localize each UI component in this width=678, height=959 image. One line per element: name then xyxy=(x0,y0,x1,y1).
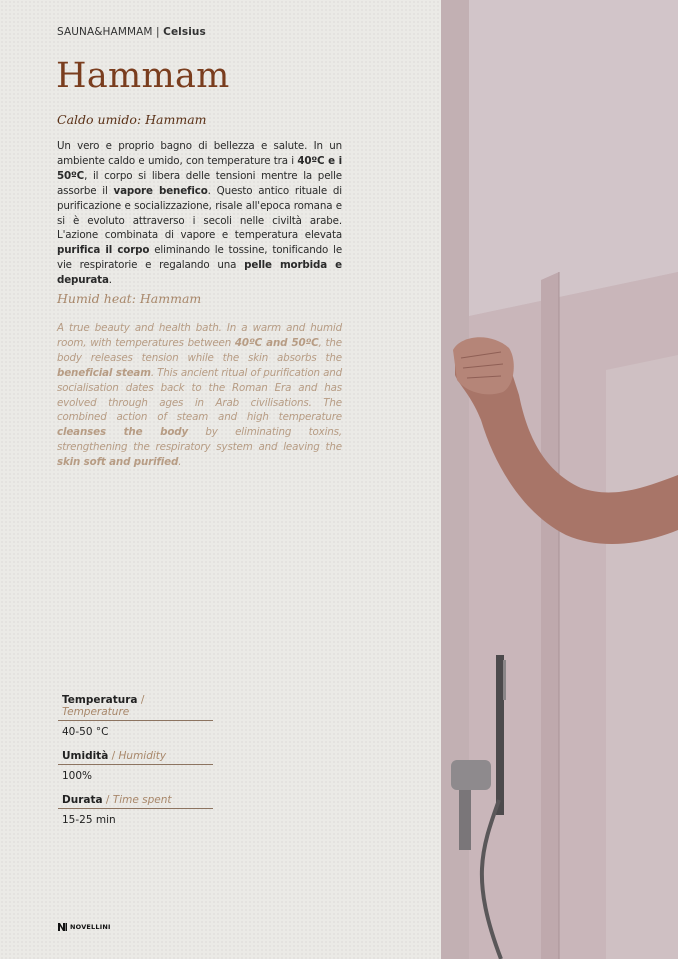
english-subtitle: Humid heat: Hammam xyxy=(57,291,202,306)
spec-temperature xyxy=(58,694,213,738)
english-paragraph: A true beauty and health bath. In a warm and humid room, with temperatures between 40ºC and 50ºC, the body releases tension while the skin absorbs the beneficial steam. This ancient ritual of purification and socialisation dates back to the Roman Era and has evolved through ages in Arab civilisations. The combined action of steam and high temperature cleanses the body by eliminating toxins, strengthening the respiratory system and leaving the skin soft and purified. xyxy=(57,322,343,469)
hammam-photo xyxy=(441,0,678,959)
spec-humidity xyxy=(58,750,213,782)
novellini-logo-icon xyxy=(58,923,67,931)
spec-value: 40-50 °C xyxy=(62,726,109,738)
header-separator: | xyxy=(156,26,160,38)
specs-list xyxy=(58,694,213,838)
glass-edge xyxy=(541,272,559,959)
spec-label: Durata / Time spent xyxy=(58,794,213,809)
spec-label: Umidità / Humidity xyxy=(58,750,213,765)
header-brand-line: Celsius xyxy=(163,26,206,38)
spec-duration xyxy=(58,794,213,826)
logo-text: NOVELLINI xyxy=(70,923,111,931)
hammam-photo-illustration xyxy=(441,0,678,959)
page-title: Hammam xyxy=(56,56,230,96)
header-section: SAUNA&HAMMAM xyxy=(57,26,153,38)
italian-paragraph: Un vero e proprio bagno di bellezza e salute. In un ambiente caldo e umido, con temperature tra i 40ºC e i 50ºC, il corpo si libera delle tensioni mentre la pelle assorbe il vapore benefico. Questo antico rituale di purificazione e socializzazione, risale all'epoca romana e si è evoluto attraverso i secoli nelle civiltà arabe. L'azione combinata di vapore e temperatura elevata purifica il corpo eliminando le tossine, tonificando le vie respiratorie e regalando una pelle morbida e depurata. xyxy=(57,140,343,287)
shower-bar xyxy=(496,655,504,815)
mixer-tap xyxy=(451,760,491,790)
spec-label: Temperatura / Temperature xyxy=(58,694,213,721)
brand-logo xyxy=(58,923,111,931)
italian-subtitle: Caldo umido: Hammam xyxy=(57,112,207,127)
spec-value: 15-25 min xyxy=(62,814,116,826)
running-header xyxy=(57,26,206,38)
side-wall xyxy=(606,355,678,959)
spec-value: 100% xyxy=(62,770,93,782)
